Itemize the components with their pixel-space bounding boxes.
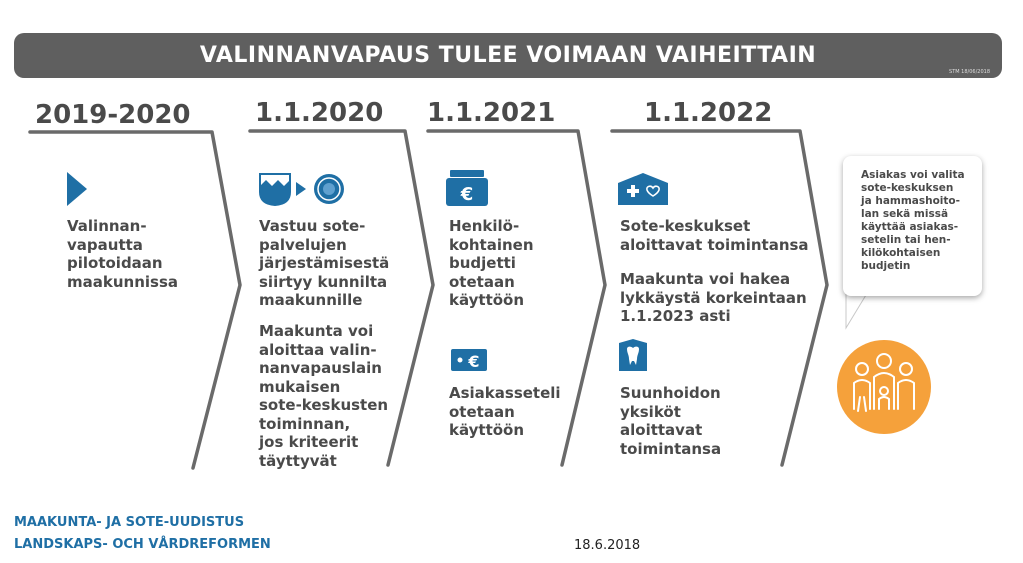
year-label-2: 1.1.2020 [255, 98, 384, 128]
phase-4-text-2: Maakunta voi hakea lykkäystä korkeintaan 1.1.2023 asti [620, 270, 807, 325]
arrow-right-icon [296, 182, 306, 196]
phase-2-text-1: Vastuu sote- palvelujen järjestämisestä siirtyy kunnilta maakunnille [259, 217, 390, 309]
phase-1-text: Valinnan- vapautta pilotoidaan maakunnissa [67, 217, 179, 291]
play-triangle-icon [67, 172, 87, 206]
page-title: VALINNANVAPAUS TULEE VOIMAAN VAIHEITTAIN [199, 43, 817, 68]
voucher-euro-icon [451, 349, 487, 371]
callout-pointer [843, 290, 883, 330]
callout-bubble [843, 156, 982, 296]
tooth-icon [619, 339, 647, 371]
phase-3-text-1: Henkilö- kohtainen budjetti otetaan käyttöön [449, 217, 534, 309]
family-icon [836, 339, 932, 435]
footer-line-1: MAAKUNTA- JA SOTE-UUDISTUS [14, 515, 245, 530]
svg-text:€: € [460, 184, 474, 205]
health-center-icon [618, 173, 668, 205]
svg-text:€: € [468, 352, 480, 371]
year-label-3: 1.1.2021 [427, 98, 556, 128]
phase-3-text-2: Asiakasseteli otetaan käyttöön [449, 384, 561, 439]
municipality-crest-icon [260, 174, 290, 205]
region-coin-icon [314, 174, 344, 204]
phase-2-text-2: Maakunta voi aloittaa valin- nanvapauslain mukaisen sote-keskusten toiminnan, jos kriteerit täyttyvät [259, 322, 389, 470]
banner-code: STM 18/06/2018 [949, 69, 990, 75]
year-label-1: 2019-2020 [35, 100, 191, 130]
wallet-euro-icon [446, 170, 488, 206]
footer-date: 18.6.2018 [574, 538, 641, 553]
phase-4-text-3: Suunhoidon yksiköt aloittavat toimintansa [620, 384, 722, 458]
chevron-1 [30, 132, 240, 468]
transfer-icons [258, 172, 348, 206]
year-label-4: 1.1.2022 [644, 98, 773, 128]
phase-4-text-1: Sote-keskukset aloittavat toimintansa [620, 217, 809, 254]
footer-line-2: LANDSKAPS- OCH VÅRDREFORMEN [14, 537, 271, 552]
callout-text: Asiakas voi valita sote-keskuksen ja hammashoito- lan sekä missä käyttää asiakas- setelin tai hen- kilökohtaisen budjetin [861, 169, 965, 272]
